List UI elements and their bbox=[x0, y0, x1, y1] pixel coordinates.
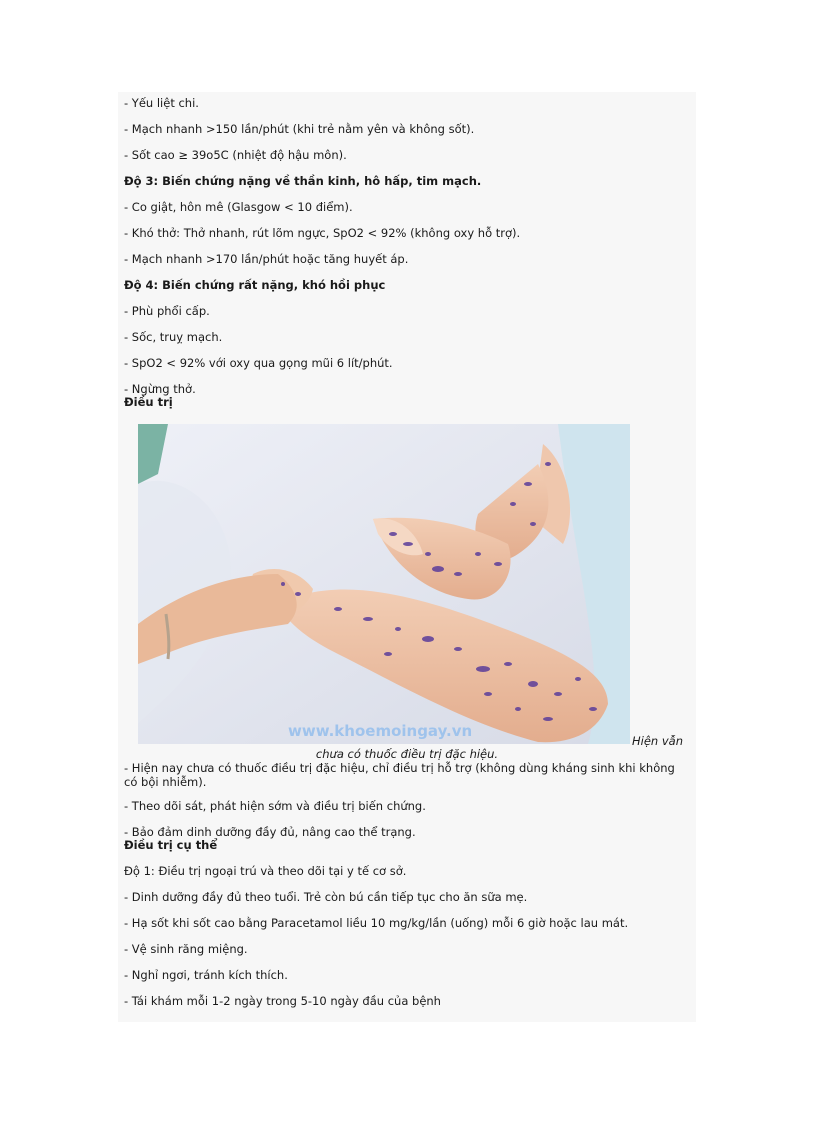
symptom-pulse-150: - Mạch nhanh >150 lần/phút (khi trẻ nằm yên và không sốt). bbox=[124, 122, 475, 136]
treatment-no-specific-drug: - Hiện nay chưa có thuốc điều trị đặc hiệu, chỉ điều trị hỗ trợ (không dùng kháng sinh khi không có bội nhiễm). bbox=[124, 761, 675, 789]
symptom-pulse-170: - Mạch nhanh >170 lần/phút hoặc tăng huyết áp. bbox=[124, 252, 409, 266]
symptom-apnea: - Ngừng thở. bbox=[124, 382, 196, 396]
heading-grade-3: Độ 3: Biến chứng nặng về thần kinh, hô hấp, tim mạch. bbox=[124, 174, 482, 188]
symptom-dyspnea: - Khó thở: Thở nhanh, rút lõm ngực, SpO2 < 92% (không oxy hỗ trợ). bbox=[124, 226, 521, 240]
figure-caption-part2: chưa có thuốc điều trị đặc hiệu. bbox=[315, 747, 499, 761]
care-fever-reduction: - Hạ sốt khi sốt cao bằng Paracetamol liều 10 mg/kg/lần (uống) mỗi 6 giờ hoặc lau mát. bbox=[124, 916, 629, 930]
symptom-high-fever: - Sốt cao ≥ 39o5C (nhiệt độ hậu môn). bbox=[124, 148, 347, 162]
symptom-spo2: - SpO2 < 92% với oxy qua gọng mũi 6 lít/phút. bbox=[124, 356, 393, 370]
grade-1-outpatient: Độ 1: Điều trị ngoại trú và theo dõi tại y tế cơ sở. bbox=[124, 864, 407, 878]
symptom-pulmonary-edema: - Phù phổi cấp. bbox=[124, 304, 210, 318]
treatment-nutrition: - Bảo đảm dinh dưỡng đầy đủ, nâng cao thể trạng. bbox=[124, 825, 416, 839]
treatment-monitoring: - Theo dõi sát, phát hiện sớm và điều trị biến chứng. bbox=[124, 799, 426, 813]
photo-watermark: www.khoemoingay.vn bbox=[288, 722, 473, 740]
care-rest: - Nghỉ ngơi, tránh kích thích. bbox=[124, 968, 288, 982]
heading-specific-treatment: Điều trị cụ thể bbox=[124, 838, 218, 852]
heading-grade-4: Độ 4: Biến chứng rất nặng, khó hồi phục bbox=[124, 278, 386, 292]
care-nutrition: - Dinh dưỡng đầy đủ theo tuổi. Trẻ còn bú cần tiếp tục cho ăn sữa mẹ. bbox=[124, 890, 528, 904]
heading-treatment: Điều trị bbox=[124, 395, 173, 409]
figure-caption-part1: Hiện vẫn bbox=[632, 734, 684, 748]
care-oral-hygiene: - Vệ sinh răng miệng. bbox=[124, 942, 248, 956]
symptom-limb-weakness: - Yếu liệt chi. bbox=[124, 96, 199, 110]
document-content bbox=[118, 92, 696, 1022]
patient-photo bbox=[138, 424, 630, 744]
symptom-seizure: - Co giật, hôn mê (Glasgow < 10 điểm). bbox=[124, 200, 353, 214]
care-follow-up: - Tái khám mỗi 1-2 ngày trong 5-10 ngày đầu của bệnh bbox=[124, 994, 441, 1008]
symptom-shock: - Sốc, truỵ mạch. bbox=[124, 330, 223, 344]
